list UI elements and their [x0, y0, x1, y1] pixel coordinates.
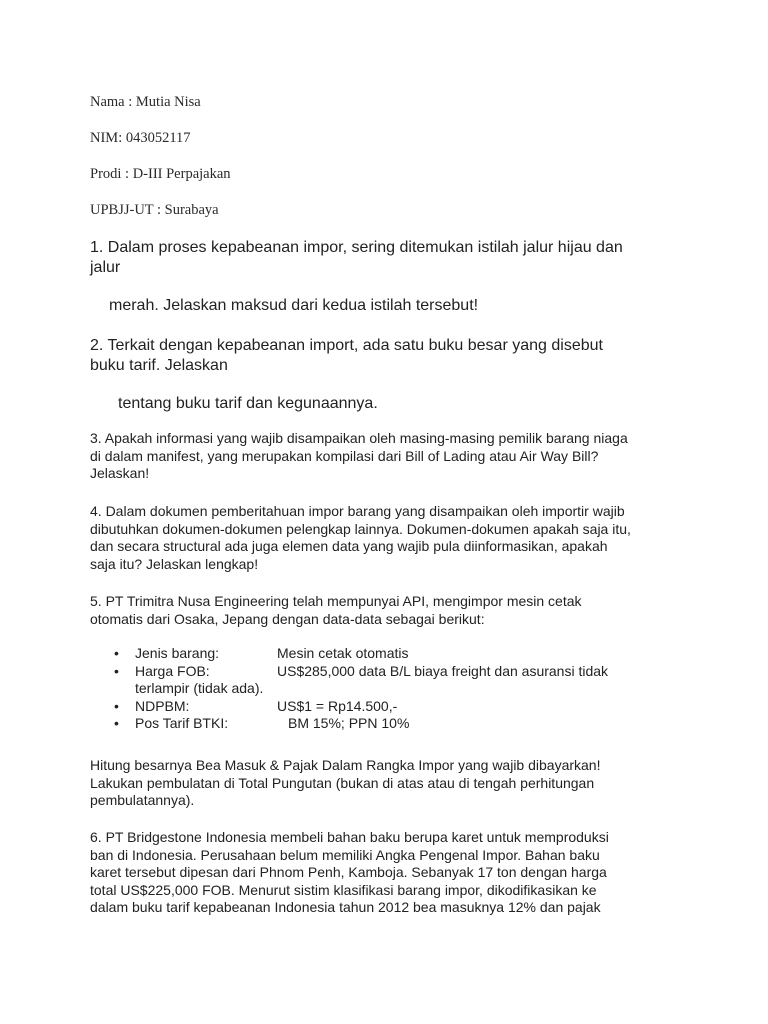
item-value: BM 15%; PPN 10%: [288, 715, 410, 731]
item-label: Pos Tarif BTKI:: [135, 715, 229, 731]
question-1: [90, 238, 680, 278]
question-2: [90, 336, 680, 376]
question-1-continuation: merah. Jelaskan maksud dari kedua istilah tersebut!: [109, 297, 479, 314]
question-6-line: dalam buku tarif kepabeanan Indonesia tahun 2012 bea masuknya 12% dan pajak: [90, 899, 601, 915]
student-nim: NIM: 043052117: [90, 130, 191, 146]
bullet-icon: •: [114, 697, 119, 714]
list-item: [90, 663, 650, 698]
bullet-icon: •: [114, 645, 119, 661]
question-4-line: dibutuhkan dokumen-dokumen pelengkap lainnya. Dokumen-dokumen apakah saja itu,: [90, 520, 631, 537]
question-2-continuation: tentang buku tarif dan kegunaannya.: [118, 395, 378, 412]
question-3-line: di dalam manifest, yang merupakan kompilasi dari Bill of Lading atau Air Way Bill?: [90, 447, 599, 464]
question-5-instruction-line: pembulatannya).: [90, 792, 195, 808]
item-value: US$1 = Rp14.500,-: [277, 697, 398, 714]
question-4: [90, 503, 680, 573]
question-4-line: 4. Dalam dokumen pemberitahuan impor barang yang disampaikan oleh importir wajib: [90, 503, 625, 519]
list-item: [90, 645, 650, 663]
list-item: [90, 715, 650, 733]
bullet-icon: •: [114, 715, 119, 731]
question-2-line: 2. Terkait dengan kepabeanan import, ada satu buku besar yang disebut: [90, 337, 603, 354]
question-4-line: dan secara structural ada juga elemen data yang wajib pula diinformasikan, apakah: [90, 538, 608, 554]
item-value: Mesin cetak otomatis: [277, 645, 409, 661]
question-6-line: ban di Indonesia. Perusahaan belum memiliki Angka Pengenal Impor. Bahan baku: [90, 846, 600, 863]
question-5-data-list: [90, 645, 650, 733]
question-5-instruction-line: Lakukan pembulatan di Total Pungutan (bukan di atas atau di tengah perhitungan: [90, 774, 595, 791]
question-5-instruction: [90, 757, 680, 810]
question-4-line: saja itu? Jelaskan lengkap!: [90, 555, 259, 572]
bullet-icon: •: [114, 662, 119, 679]
question-3-line: 3. Apakah informasi yang wajib disampaikan oleh masing-masing pemilik barang niaga: [90, 430, 628, 446]
item-label: Jenis barang:: [135, 645, 220, 661]
question-6-line: total US$225,000 FOB. Menurut sistim klasifikasi barang impor, dikodifikasikan ke: [90, 881, 597, 898]
upbjj-location: UPBJJ-UT : Surabaya: [90, 202, 219, 218]
question-5-instruction-line: Hitung besarnya Bea Masuk & Pajak Dalam Rangka Impor yang wajib dibayarkan!: [90, 757, 601, 773]
question-1-line: 1. Dalam proses kepabeanan impor, sering ditemukan istilah jalur hijau dan: [90, 239, 623, 256]
question-3: [90, 430, 680, 483]
item-value-continuation: terlampir (tidak ada).: [135, 680, 264, 696]
question-5: [90, 593, 680, 628]
list-item: [90, 698, 650, 716]
item-label: NDPBM:: [135, 697, 190, 714]
question-3-line: Jelaskan!: [90, 465, 150, 481]
item-value: US$285,000 data B/L biaya freight dan asuransi tidak: [277, 662, 609, 679]
question-5-line: otomatis dari Osaka, Jepang dengan data-data sebagai berikut:: [90, 610, 485, 627]
question-6: [90, 829, 680, 917]
question-6-line: 6. PT Bridgestone Indonesia membeli bahan baku berupa karet untuk memproduksi: [90, 829, 609, 845]
item-label: Harga FOB:: [135, 662, 210, 679]
question-1-line: jalur: [90, 259, 121, 276]
question-5-line: 5. PT Trimitra Nusa Engineering telah mempunyai API, mengimpor mesin cetak: [90, 593, 582, 609]
study-program: Prodi : D-III Perpajakan: [90, 166, 231, 182]
student-name: Nama : Mutia Nisa: [90, 94, 201, 110]
question-2-line: buku tarif. Jelaskan: [90, 357, 228, 374]
question-6-line: karet tersebut dipesan dari Phnom Penh, Kamboja. Sebanyak 17 ton dengan harga: [90, 864, 607, 880]
